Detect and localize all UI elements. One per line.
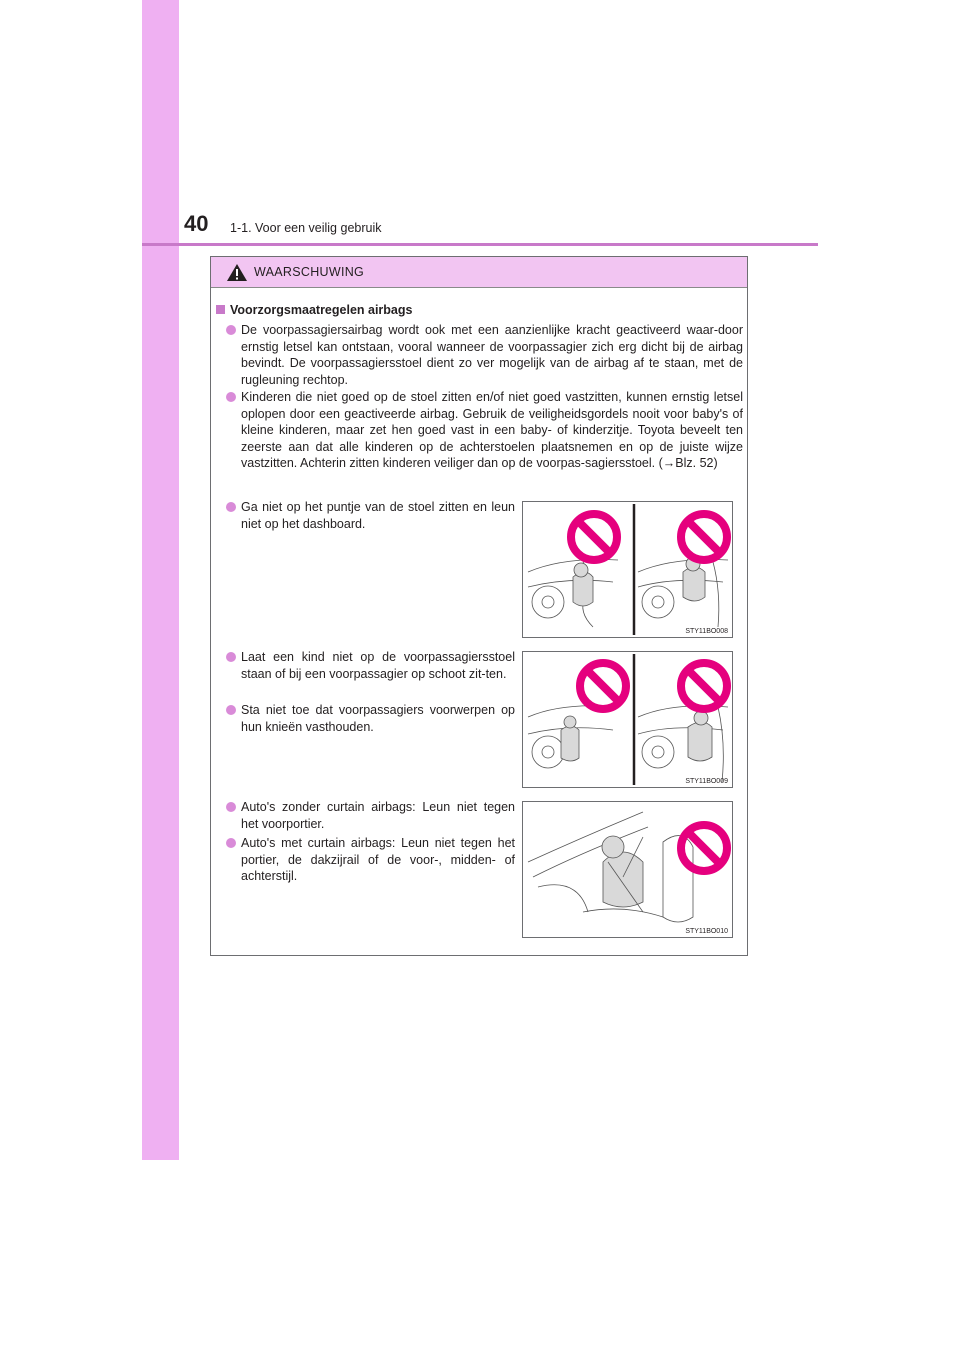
figure-code: STY11BO010 — [685, 928, 728, 935]
section-heading-text: Voorzorgsmaatregelen airbags — [230, 303, 413, 317]
prohibited-icon — [681, 825, 727, 871]
bullet-dot-icon — [226, 325, 236, 335]
prohibited-icon — [681, 663, 727, 709]
illustration-leaning-on-dashboard — [522, 501, 733, 638]
bullet-dot-icon — [226, 392, 236, 402]
bullet-dot-icon — [226, 705, 236, 715]
bullet-dot-icon — [226, 802, 236, 812]
figure-code: STY11BO008 — [685, 628, 728, 635]
warning-header — [211, 257, 747, 288]
list-item — [225, 702, 515, 735]
list-item-text: Sta niet toe dat voorpassagiers voorwerpen op hun knieën vasthouden. — [241, 703, 515, 734]
bullet-dot-icon — [226, 652, 236, 662]
warning-title: WAARSCHUWING — [254, 265, 365, 279]
chapter-side-tab — [142, 0, 179, 1160]
prohibited-icon — [580, 663, 626, 709]
list-item-text: Auto's met curtain airbags: Leun niet tegen het portier, de dakzijrail of de voor-, midden- of achterstijl. — [241, 836, 515, 884]
prohibited-icon — [681, 514, 727, 560]
list-item-text: Ga niet op het puntje van de stoel zitten en leun niet op het dashboard. — [241, 500, 515, 531]
list-item — [225, 835, 515, 885]
header-rule — [142, 243, 818, 246]
page-number: 40 — [184, 211, 209, 236]
bullet-dot-icon — [226, 502, 236, 512]
figure-code: STY11BO009 — [685, 778, 728, 785]
warning-box — [210, 256, 748, 956]
list-item-text: De voorpassagiersairbag wordt ook met een aanzienlijke kracht geactiveerd waar-door ernstig letsel kan ontstaan, vooral wanneer de voorpassagier zich erg dicht bij de airbag bevindt. De voorpassagiersstoel dient zo ver mogelijk van de airbag af te staan, met de rugleuning rechtop. — [241, 323, 743, 387]
list-item — [225, 322, 743, 388]
prohibited-icon — [571, 514, 617, 560]
square-bullet-icon — [216, 305, 225, 314]
illustration-leaning-on-door — [522, 801, 733, 938]
list-item — [225, 389, 743, 472]
bullet-dot-icon — [226, 838, 236, 848]
list-item — [225, 649, 515, 682]
warning-triangle-icon — [226, 263, 248, 282]
section-heading — [216, 303, 412, 317]
section-title: 1-1. Voor een veilig gebruik — [230, 221, 382, 235]
list-item — [225, 499, 515, 532]
list-item-text: Laat een kind niet op de voorpassagiersstoel staan of bij een voorpassagier op schoot zit-ten. — [241, 650, 515, 681]
illustration-child-on-seat — [522, 651, 733, 788]
list-item-text: Kinderen die niet goed op de stoel zitten en/of niet goed vastzitten, kunnen ernstig letsel oplopen door een geactiveerde airbag. Gebruik de veiligheidsgordels nooit voor baby's of kleine kinderen, maar zet hen goed vast in een baby- of kinderzitje. Toyota beveelt ten zeerste aan dat alle kinderen op de achterstoelen plaatsnemen en op de juiste wijze vastzitten. Achterin zitten kinderen veiliger dan op de voorpas-sagiersstoel. (→Blz. 52) — [241, 390, 743, 471]
list-item — [225, 799, 515, 832]
list-item-text: Auto's zonder curtain airbags: Leun niet tegen het voorportier. — [241, 800, 515, 831]
